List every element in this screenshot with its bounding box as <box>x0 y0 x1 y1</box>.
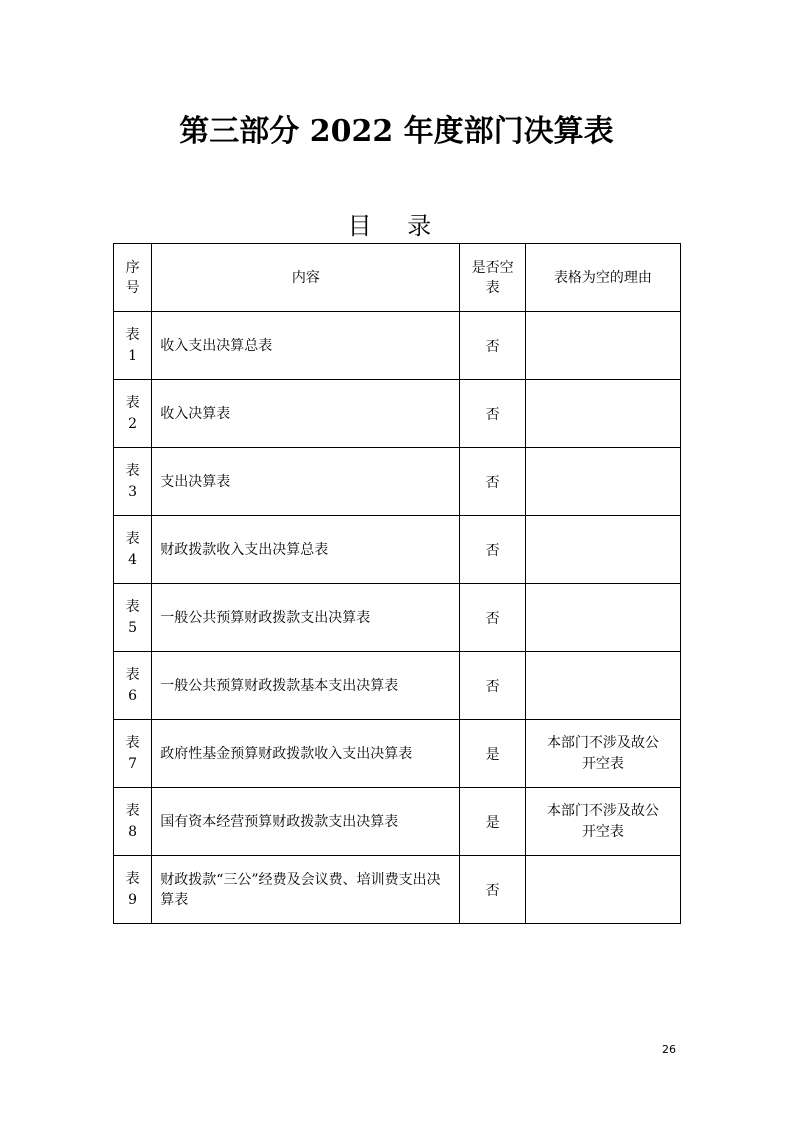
header-is-empty <box>460 244 525 312</box>
cell-reason <box>525 380 680 448</box>
table-row <box>114 516 681 584</box>
table-row <box>114 448 681 516</box>
cell-content: 财政拨款“三公”经费及会议费、培训费支出决算表 <box>152 856 460 924</box>
cell-content: 财政拨款收入支出决算总表 <box>152 516 460 584</box>
table-row <box>114 720 681 788</box>
cell-no: 表 4 <box>114 516 152 584</box>
cell-is-empty: 否 <box>460 856 525 924</box>
cell-is-empty: 否 <box>460 516 525 584</box>
table-row <box>114 584 681 652</box>
header-no <box>114 244 152 312</box>
cell-content: 收入决算表 <box>152 380 460 448</box>
cell-no: 表 8 <box>114 788 152 856</box>
cell-content: 支出决算表 <box>152 448 460 516</box>
toc-heading: 目 录 <box>347 212 446 240</box>
cell-reason <box>525 652 680 720</box>
cell-no: 表 5 <box>114 584 152 652</box>
cell-reason <box>525 448 680 516</box>
cell-is-empty: 否 <box>460 312 525 380</box>
cell-reason <box>525 856 680 924</box>
cell-no: 表 2 <box>114 380 152 448</box>
header-reason: 表格为空的理由 <box>525 244 680 312</box>
table-body <box>114 312 681 924</box>
table-row <box>114 788 681 856</box>
cell-reason: 本部门不涉及故公 开空表 <box>525 720 680 788</box>
table-row <box>114 312 681 380</box>
toc-table <box>113 243 681 924</box>
cell-no: 表 7 <box>114 720 152 788</box>
cell-content: 收入支出决算总表 <box>152 312 460 380</box>
cell-content: 国有资本经营预算财政拨款支出决算表 <box>152 788 460 856</box>
page-number: 26 <box>662 1043 676 1056</box>
cell-no: 表 9 <box>114 856 152 924</box>
header-no-label: 序 号 <box>125 259 140 296</box>
cell-no: 表 3 <box>114 448 152 516</box>
cell-is-empty: 否 <box>460 380 525 448</box>
cell-no: 表 1 <box>114 312 152 380</box>
table-row <box>114 652 681 720</box>
table-row <box>114 856 681 924</box>
cell-reason <box>525 312 680 380</box>
cell-is-empty: 否 <box>460 652 525 720</box>
cell-content: 一般公共预算财政拨款支出决算表 <box>152 584 460 652</box>
cell-reason <box>525 516 680 584</box>
cell-content: 一般公共预算财政拨款基本支出决算表 <box>152 652 460 720</box>
cell-is-empty: 是 <box>460 720 525 788</box>
table-row <box>114 380 681 448</box>
table-header-row <box>114 244 681 312</box>
cell-is-empty: 否 <box>460 448 525 516</box>
cell-is-empty: 是 <box>460 788 525 856</box>
cell-reason: 本部门不涉及故公 开空表 <box>525 788 680 856</box>
cell-content: 政府性基金预算财政拨款收入支出决算表 <box>152 720 460 788</box>
cell-reason <box>525 584 680 652</box>
header-content: 内容 <box>152 244 460 312</box>
cell-is-empty: 否 <box>460 584 525 652</box>
page-title: 第三部分 2022 年度部门决算表 <box>179 114 614 149</box>
header-is-empty-label: 是否空 表 <box>471 259 514 296</box>
cell-no: 表 6 <box>114 652 152 720</box>
